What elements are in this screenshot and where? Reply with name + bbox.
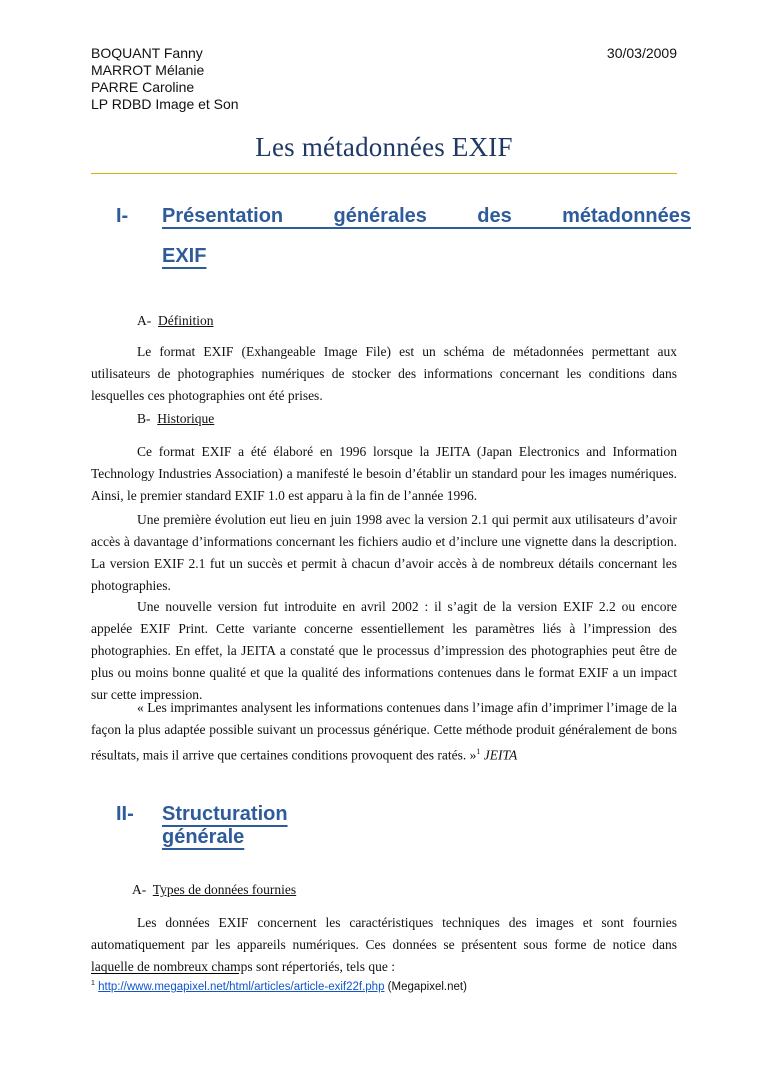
author-block [91,45,239,113]
title-divider [91,173,677,174]
subsection-heading [132,882,296,898]
section-title-line: Structuration générale [162,803,288,848]
section-title-line: EXIF [162,245,207,267]
footnote-reference: 1 [476,747,481,756]
footnote-link[interactable]: http://www.megapixel.net/html/articles/article-exif22f.php [98,980,385,993]
subsection-letter: A- [137,313,152,328]
footnote-source: (Megapixel.net) [387,980,467,993]
footnote-mark: 1 [91,980,95,987]
subsection-letter: B- [137,411,151,426]
subsection-title: Définition [158,313,214,328]
paragraph: Une nouvelle version fut introduite en avril 2002 : il s’agit de la version EXIF 2.2 ou encore appelée EXIF Print. Cette variante concerne essentiellement les paramètres liés à l’impression des photographies. En effet, la JEITA a constaté que le processus d’impression des photographies peut être de plus ou moins bonne qualité et que la qualité des informations contenues dans le format EXIF a un impact sur cette impression. [91,599,677,702]
section-number: II- [116,803,134,825]
author-name: PARRE Caroline [91,79,195,95]
document-date: 30/03/2009 [606,45,677,61]
document-title: Les métadonnées EXIF [255,132,513,162]
footnote-separator [91,973,239,974]
subsection-heading [137,411,214,427]
subsection-title: Historique [157,411,215,426]
subsection-title: Types de données fournies [152,882,297,897]
quote-paragraph [91,697,677,767]
section-number: I- [116,205,129,227]
quote-text: « Les imprimantes analysent les informations contenues dans l’image afin d’imprimer l’image de la façon la plus adaptée possible suivant un processus générique. Cette méthode produit généralement de bons résultats, mais il arrive que certaines conditions provoquent des ratés. » [91,700,677,763]
paragraph: Le format EXIF (Exhangeable Image File) est un schéma de métadonnées permettant aux utilisateurs de photographies numériques de stocker des informations concernant les conditions dans lesquelles ces photographies ont été prises. [91,344,677,403]
program-name: LP RDBD Image et Son [91,96,239,112]
quote-source: JEITA [483,747,518,763]
author-name: BOQUANT Fanny [91,45,203,61]
paragraph: Ce format EXIF a été élaboré en 1996 lorsque la JEITA (Japan Electronics and Information Technology Industries Association) a manifesté le besoin d’établir un standard pour les images numériques. Ainsi, le premier standard EXIF 1.0 est apparu à la fin de l’année 1996. [91,444,677,503]
subsection-letter: A- [132,882,147,897]
section-title-line: Présentation générales des métadonnées [162,205,691,227]
paragraph: Une première évolution eut lieu en juin 1998 avec la version 2.1 qui permit aux utilisateurs d’avoir accès à davantage d’informations concernant les fichiers audio et d’inclure une vignette dans la description. La version EXIF 2.1 fut un succès et permit à chacun d’avoir accès à de nombreux détails concernant les photographies. [91,512,677,593]
footnote [91,980,467,993]
author-name: MARROT Mélanie [91,62,205,78]
paragraph: Les données EXIF concernent les caractéristiques techniques des images et sont fournies automatiquement par les appareils numériques. Ces données se présentent sous forme de notice dans laquelle de nombreux champs sont répertoriés, tels que : [91,915,677,974]
subsection-heading [137,313,214,329]
